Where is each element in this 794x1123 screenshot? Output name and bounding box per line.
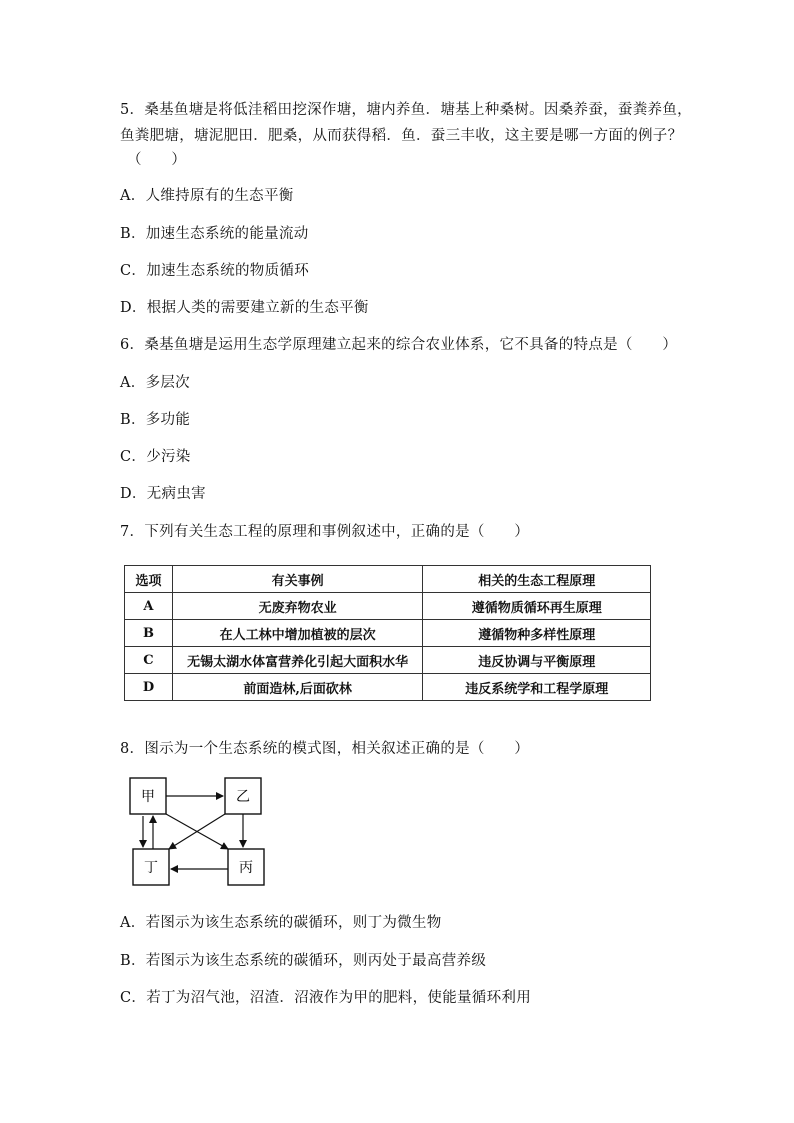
table-cell: B — [125, 620, 173, 647]
question-5-option-a: A．人维持原有的生态平衡 — [120, 188, 294, 204]
table-cell: 前面造林,后面砍林 — [172, 674, 423, 701]
table-cell: 在人工林中增加植被的层次 — [172, 620, 423, 647]
question-6-stem: 6．桑基鱼塘是运用生态学原理建立起来的综合农业体系，它不具备的特点是（ ） — [120, 337, 678, 353]
question-8-option-a: A．若图示为该生态系统的碳循环，则丁为微生物 — [120, 915, 442, 931]
box-yi-label: 乙 — [236, 789, 250, 805]
question-6-option-b: B．多功能 — [120, 412, 191, 428]
table-row — [125, 593, 651, 620]
box-ding-label: 丁 — [144, 860, 158, 876]
table-cell: 遵循物种多样性原理 — [423, 620, 651, 647]
table-header-cell: 选项 — [125, 566, 173, 593]
table-header-row — [125, 566, 651, 593]
table-cell: 无锡太湖水体富营养化引起大面积水华 — [172, 647, 423, 674]
question-5-stem-line-1: 5．桑基鱼塘是将低洼稻田挖深作塘，塘内养鱼．塘基上种桑树。因桑养蚕，蚕粪养鱼， — [120, 102, 692, 118]
question-5-option-c: C．加速生态系统的物质循环 — [120, 263, 309, 279]
table-cell: 遵循物质循环再生原理 — [423, 593, 651, 620]
question-8-option-b: B．若图示为该生态系统的碳循环，则丙处于最高营养级 — [120, 953, 487, 969]
table-cell: D — [125, 674, 173, 701]
table-header-cell: 相关的生态工程原理 — [423, 566, 651, 593]
question-5-stem-line-2: 鱼粪肥塘，塘泥肥田．肥桑，从而获得稻．鱼．蚕三丰收，这主要是哪一方面的例子？ — [120, 128, 683, 144]
table-cell: C — [125, 647, 173, 674]
table-row — [125, 620, 651, 647]
table-cell: 违反协调与平衡原理 — [423, 647, 651, 674]
question-6-option-d: D．无病虫害 — [120, 486, 206, 502]
question-8-option-c: C．若丁为沼气池，沼渣．沼液作为甲的肥料，使能量循环利用 — [120, 990, 531, 1006]
table-row — [125, 674, 651, 701]
box-jia-label: 甲 — [141, 789, 155, 805]
question-5-answer-blank: （ ） — [127, 152, 187, 168]
arrow-yi-to-ding — [169, 814, 225, 849]
question-5-option-d: D．根据人类的需要建立新的生态平衡 — [120, 300, 369, 316]
question-7-stem: 7．下列有关生态工程的原理和事例叙述中，正确的是（ ） — [120, 524, 530, 540]
question-8-stem: 8．图示为一个生态系统的模式图，相关叙述正确的是（ ） — [120, 741, 530, 757]
ecosystem-diagram — [125, 772, 270, 890]
table-row — [125, 647, 651, 674]
box-bing-label: 丙 — [239, 860, 253, 876]
question-6-option-a: A．多层次 — [120, 375, 190, 391]
table-header-cell: 有关事例 — [172, 566, 423, 593]
question-7-table — [124, 565, 651, 701]
table-cell: 违反系统学和工程学原理 — [423, 674, 651, 701]
table-cell: 无废弃物农业 — [172, 593, 423, 620]
question-5-option-b: B．加速生态系统的能量流动 — [120, 226, 309, 242]
table-cell: A — [125, 593, 173, 620]
question-6-option-c: C．少污染 — [120, 449, 191, 465]
